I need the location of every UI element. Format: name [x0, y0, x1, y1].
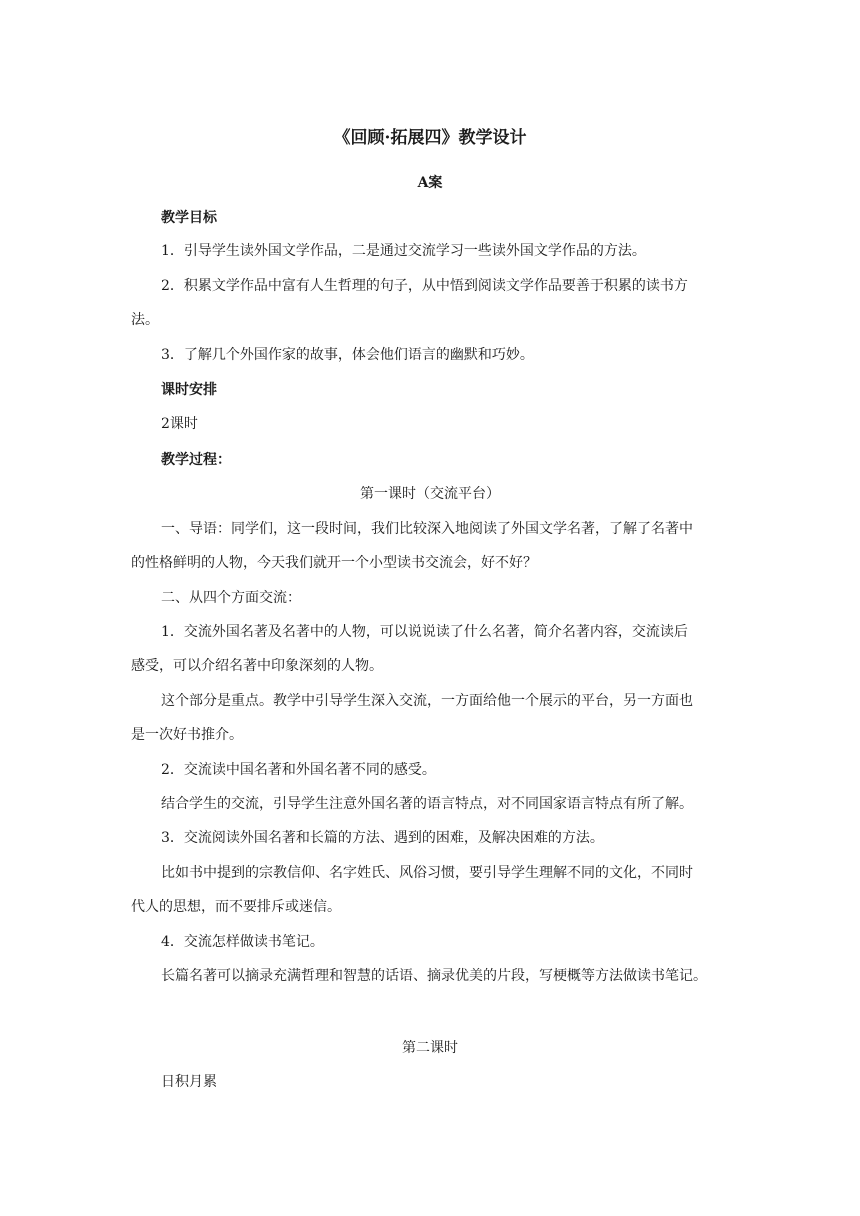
goal-item-3: 3．了解几个外国作家的故事，体会他们语言的幽默和巧妙。	[161, 347, 534, 363]
section-heading-schedule: 课时安排	[161, 382, 217, 398]
goal-item-2-line-1: 2．积累文学作品中富有人生哲理的句子，从中悟到阅读文学作品要善于积累的读书方	[161, 278, 688, 294]
note-3-line-1: 比如书中提到的宗教信仰、名字姓氏、风俗习惯，要引导学生理解不同的文化，不同时	[161, 865, 693, 881]
document-title: 《回顾·拓展四》教学设计	[333, 128, 527, 148]
section-heading-process: 教学过程：	[161, 452, 231, 468]
schedule-value: 2课时	[161, 416, 198, 432]
section-heading-goals: 教学目标	[161, 210, 217, 226]
intro-line-1: 一、导语：同学们，这一段时间，我们比较深入地阅读了外国文学名著，了解了名著中	[161, 521, 693, 537]
item-3: 3．交流阅读外国名著和长篇的方法、遇到的困难，及解决困难的方法。	[161, 830, 604, 846]
note-2: 结合学生的交流，引导学生注意外国名著的语言特点，对不同国家语言特点有所了解。	[161, 796, 693, 812]
part-2-heading: 二、从四个方面交流：	[161, 590, 301, 606]
note-3-line-2: 代人的思想，而不要排斥或迷信。	[131, 899, 341, 915]
plan-label: A案	[417, 175, 443, 191]
note-1-line-1: 这个部分是重点。教学中引导学生深入交流，一方面给他一个展示的平台，另一方面也	[161, 693, 693, 709]
intro-line-2: 的性格鲜明的人物，今天我们就开一个小型读书交流会，好不好？	[131, 555, 537, 571]
goal-item-1: 1．引导学生读外国文学作品，二是通过交流学习一些读外国文学作品的方法。	[161, 243, 646, 259]
goal-item-2-line-2: 法。	[131, 312, 159, 328]
lesson-1-heading: 第一课时（交流平台）	[360, 486, 500, 502]
item-1-line-2: 感受，可以介绍名著中印象深刻的人物。	[131, 658, 383, 674]
note-1-line-2: 是一次好书推介。	[131, 727, 243, 743]
lesson-2-first-line: 日积月累	[161, 1074, 217, 1090]
note-4: 长篇名著可以摘录充满哲理和智慧的话语、摘录优美的片段，写梗概等方法做读书笔记。	[161, 968, 707, 984]
item-2: 2．交流读中国名著和外国名著不同的感受。	[161, 762, 436, 778]
item-4: 4．交流怎样做读书笔记。	[161, 934, 324, 950]
lesson-2-heading: 第二课时	[402, 1040, 458, 1056]
item-1-line-1: 1．交流外国名著及名著中的人物，可以说说读了什么名著，简介名著内容，交流读后	[161, 624, 688, 640]
